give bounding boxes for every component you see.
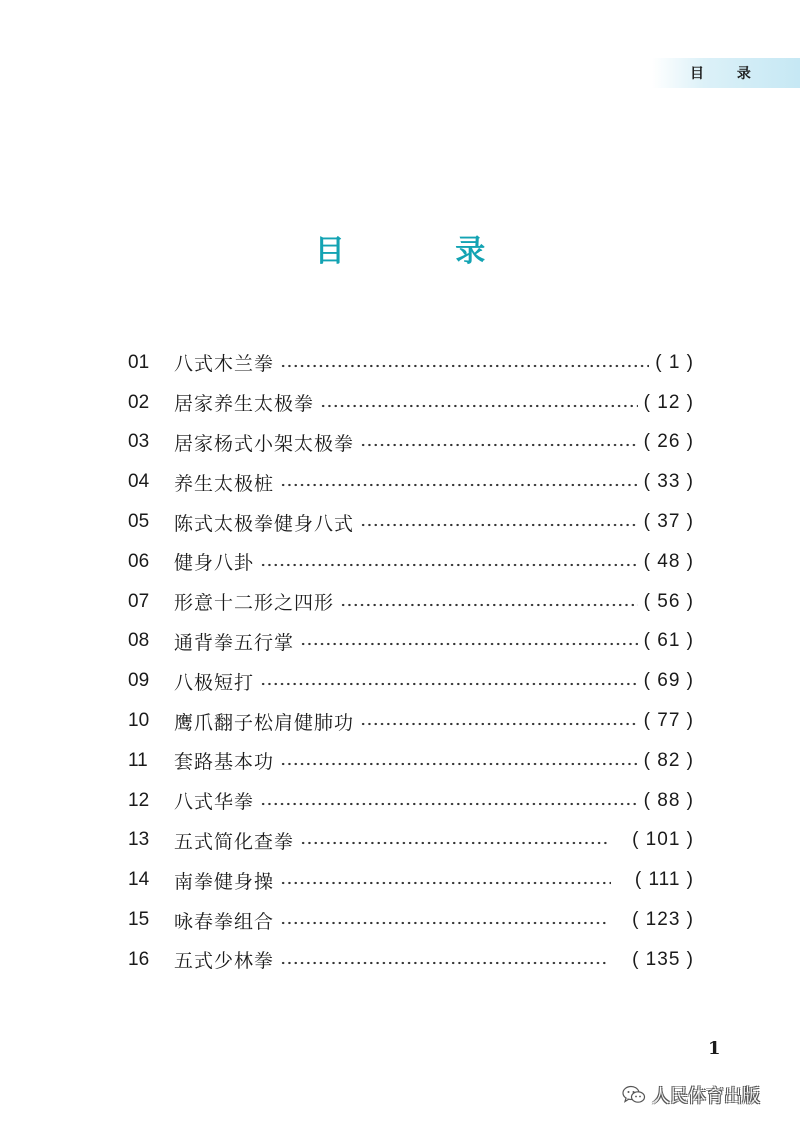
toc-dot-leader xyxy=(280,961,608,965)
page-number: 1 xyxy=(708,1038,721,1059)
toc-entry-page: ( 77 ) xyxy=(643,710,694,732)
toc-entry[interactable] xyxy=(128,781,694,821)
wechat-icon xyxy=(622,1085,646,1105)
toc-entry-page: ( 88 ) xyxy=(643,789,694,811)
toc-dot-leader xyxy=(320,404,638,408)
toc-entry[interactable] xyxy=(128,622,694,662)
watermark xyxy=(622,1082,760,1108)
header-section-label: 目 录 xyxy=(690,66,765,82)
toc-entry-page: ( 69 ) xyxy=(643,670,694,692)
toc-entry-page: ( 82 ) xyxy=(643,749,694,771)
toc-entry-title: 居家杨式小架太极拳 xyxy=(174,432,355,455)
toc-entry-number: 15 xyxy=(128,909,150,931)
toc-entry-number: 13 xyxy=(128,829,150,851)
toc-entry-page: ( 48 ) xyxy=(643,550,694,572)
toc-entry-page: ( 37 ) xyxy=(643,511,694,533)
toc-dot-leader xyxy=(360,443,638,447)
toc-entry-title: 养生太极桩 xyxy=(174,472,275,495)
toc-entry-number: 14 xyxy=(128,869,150,891)
toc-dot-leader xyxy=(360,523,638,527)
toc-entry-number: 06 xyxy=(128,550,150,572)
toc-entry[interactable] xyxy=(128,940,694,980)
toc-entry[interactable] xyxy=(128,383,694,423)
toc-entry-number: 12 xyxy=(128,789,150,811)
toc-entry[interactable] xyxy=(128,741,694,781)
toc-entry-number: 09 xyxy=(128,670,150,692)
toc-entry[interactable] xyxy=(128,900,694,940)
toc-dot-leader xyxy=(280,483,638,487)
toc-entry[interactable] xyxy=(128,701,694,741)
toc-entry-number: 04 xyxy=(128,471,150,493)
toc-dot-leader xyxy=(300,841,608,845)
toc-entry-title: 居家养生太极拳 xyxy=(174,393,315,416)
toc-entry-page: ( 135 ) xyxy=(632,948,694,970)
toc-entry[interactable] xyxy=(128,502,694,542)
toc-dot-leader xyxy=(340,603,638,607)
toc-entry-page: ( 61 ) xyxy=(643,630,694,652)
toc-dot-leader xyxy=(260,563,638,567)
toc-entry-title: 鹰爪翻子松肩健肺功 xyxy=(174,711,355,734)
toc-entry-title: 健身八卦 xyxy=(174,552,255,575)
toc-entry[interactable] xyxy=(128,821,694,861)
toc-entry-page: ( 56 ) xyxy=(643,590,694,612)
toc-entry-page: ( 101 ) xyxy=(632,829,694,851)
toc-entry[interactable] xyxy=(128,582,694,622)
toc-entry[interactable] xyxy=(128,542,694,582)
toc-entry-title: 八式木兰拳 xyxy=(174,353,275,376)
toc-entry-number: 03 xyxy=(128,431,150,453)
toc-dot-leader xyxy=(280,762,638,766)
toc-dot-leader xyxy=(300,642,638,646)
toc-entry-number: 16 xyxy=(128,948,150,970)
toc-entry-page: ( 33 ) xyxy=(643,471,694,493)
toc-entry-number: 11 xyxy=(128,749,148,771)
toc-entry-number: 01 xyxy=(128,351,150,373)
toc-entry-page: ( 111 ) xyxy=(634,869,694,891)
toc-entry-title: 陈式太极拳健身八式 xyxy=(174,512,355,535)
toc-entry[interactable] xyxy=(128,343,694,383)
toc-dot-leader xyxy=(360,722,638,726)
toc-entry-title: 南拳健身操 xyxy=(174,870,275,893)
toc-dot-leader xyxy=(260,682,638,686)
page-title: 目 录 xyxy=(314,234,536,269)
toc-dot-leader xyxy=(260,802,638,806)
toc-dot-leader xyxy=(280,881,611,885)
toc-entry-title: 形意十二形之四形 xyxy=(174,592,335,615)
toc-dot-leader xyxy=(280,364,649,368)
toc-entry-page: ( 123 ) xyxy=(632,909,694,931)
toc-entry-title: 五式少林拳 xyxy=(174,950,275,973)
toc-entry-title: 五式简化查拳 xyxy=(174,830,295,853)
toc-entry-title: 咏春拳组合 xyxy=(174,910,275,933)
toc-entry-number: 02 xyxy=(128,391,150,413)
toc-entry-title: 通背拳五行掌 xyxy=(174,631,295,654)
toc-entry-number: 07 xyxy=(128,590,150,612)
table-of-contents xyxy=(128,343,694,980)
toc-entry-page: ( 1 ) xyxy=(655,351,694,373)
toc-entry-title: 套路基本功 xyxy=(174,751,275,774)
toc-entry[interactable] xyxy=(128,860,694,900)
toc-entry-number: 10 xyxy=(128,710,150,732)
toc-entry[interactable] xyxy=(128,661,694,701)
toc-entry-title: 八式华拳 xyxy=(174,791,255,814)
toc-entry-number: 05 xyxy=(128,511,150,533)
toc-entry-page: ( 26 ) xyxy=(643,431,694,453)
toc-entry-number: 08 xyxy=(128,630,150,652)
toc-entry[interactable] xyxy=(128,462,694,502)
watermark-text: 人民体育出版 xyxy=(652,1086,760,1107)
toc-dot-leader xyxy=(280,921,608,925)
toc-entry[interactable] xyxy=(128,423,694,463)
toc-entry-title: 八极短打 xyxy=(174,671,255,694)
toc-entry-page: ( 12 ) xyxy=(643,391,694,413)
